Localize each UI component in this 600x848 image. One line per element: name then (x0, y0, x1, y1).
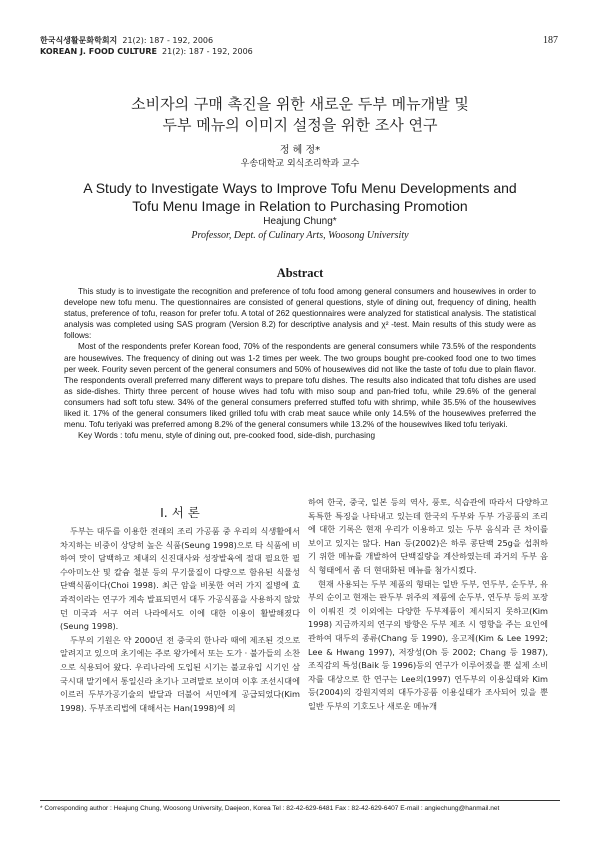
journal-name-ko: 한국식생활문화학회지 (40, 36, 118, 45)
abstract-heading: Abstract (276, 266, 324, 280)
footnote-divider (40, 800, 560, 801)
body-column-right (308, 496, 548, 714)
journal-name-en: KOREAN J. FOOD CULTURE (40, 47, 157, 56)
title-ko-line2: 두부 메뉴의 이미지 설정을 위한 조사 연구 (162, 116, 438, 134)
author-en: Heajung Chung* (263, 216, 337, 227)
corresponding-author-footnote: * Corresponding author : Heajung Chung, Woosong University, Daejeon, Korea Tel : 82-42-629-6481 Fax : 82-42-629-6407 E-mail : angiechung@hanmail.net (40, 805, 500, 812)
intro-paragraph-4: 현재 사용되는 두부 제품의 형태는 일반 두부, 연두부, 순두부, 유부의 순이고 현재는 판두부 위주의 제품에 순두부, 연두부 등의 포장이 이뤄진 것 이외에는 다양한 두부제품이 제시되지 못하고(Kim 1998) 지금까지의 연구의 방향은 두부 제조 시 영향을 주는 요인에 관하여 대두의 종류(Chang 등 1990), 응고제(Kim & Lee 1992; Lee & Hwang 1997), 저장성(Oh 등 2002; Chang 등 1987), 조직감의 특성(Baik 등 1996)등의 연구가 이루어졌을 뿐 실제 소비자를 대상으로 한 연구는 Lee의(1997) 연두부의 이용실태와 Kim 등(2004)의 강원지역의 대두가공품 이용실태가 조사되어 있을 뿐 일반 두부의 기호도나 새로운 메뉴개 (308, 578, 548, 711)
page-number: 187 (543, 35, 558, 46)
journal-volume-ko: 21(2): 187 - 192, 2006 (122, 36, 214, 45)
affiliation-ko: 우송대학교 외식조리학과 교수 (240, 159, 360, 169)
keywords-list: tofu menu, style of dining out, pre-cooked food, side-dish, purchasing (124, 431, 376, 441)
abstract-body (64, 286, 536, 441)
keywords-label: Key Words : (78, 431, 123, 441)
title-en-line2: Tofu Menu Image in Relation to Purchasing Promotion (132, 198, 468, 214)
title-ko-line1: 소비자의 구매 촉진을 위한 새로운 두부 메뉴개발 및 (131, 95, 469, 113)
affiliation-en: Professor, Dept. of Culinary Arts, Woosong University (191, 230, 409, 241)
intro-paragraph-3: 하여 한국, 중국, 일본 등의 역사, 풍토, 식습관에 따라서 다양하고 독특한 특징을 나타내고 있는데 한국의 두부와 두부 가공품의 조리에 대한 기록은 현재 우리가 이용하고 있는 두부 음식과 큰 차이를 보이고 있지는 않다. Han 등(2002)은 하루 콩단백 25g을 섭취하기 위한 메뉴를 개발하여 단백질량을 계산하였는데 과거의 두부 음식 형태에서 좀 더 현대화된 메뉴를 첨가시켰다. (308, 497, 548, 575)
author-ko: 정 혜 정* (279, 145, 321, 156)
intro-paragraph-2: 두부의 기원은 약 2000년 전 중국의 한나라 때에 제조된 것으로 알려지고 있으며 초기에는 주로 왕가에서 또는 도가 · 불가들의 소찬으로 식용되어 왔다. 우리나라에 도입된 시기는 불교유입 시기인 삼국시대 말기에서 통일신라 초기나 고려말로 보이며 이후 조선시대에 이르러 두부가공기술의 발달과 더불어 서민에게 공급되었다(Kim 1998). 두부조리법에 대해서는 Han(1998)에 의 (60, 634, 300, 713)
journal-volume-en: 21(2): 187 - 192, 2006 (162, 47, 253, 56)
abstract-paragraph-1: This study is to investigate the recognition and preference of tofu food among general consumers and housewives in order to develope new tofu menu. The questionnaires are consisted of general questions, style of dining out, frequency of dining, health status, preference of tofu, reason for prefer tofu. A total of 262 questionnaires were analyzed for statistical analysis. The statistical analysis was completed using SAS program (Version 8.2) for descriptive analysis and χ² -test. Main results of this study were as follows: (64, 287, 536, 341)
intro-paragraph-1: 두부는 대두를 이용한 전래의 조리 가공품 중 우리의 식생활에서 차지하는 비중이 상당히 높은 식품(Seung 1998)으로 타 식품에 비하여 맛이 담백하고 체내의 신진대사와 성장발육에 절대 필요한 필수아미노산 및 칼슘 철분 등의 무기물질이 다량으로 함유된 식물성 단백식품이다(Choi 1998). 최근 암을 비롯한 여러 가지 질병에 효과적이라는 연구가 계속 발표되면서 대두 가공식품을 사용하지 않았던 미국과 서구 여러 나라에서도 이에 대한 이용이 활발해졌다(Seung 1998). (60, 526, 300, 632)
journal-header (40, 35, 253, 57)
abstract-paragraph-2: Most of the respondents prefer Korean food, 70% of the respondents are general consumers while 73.5% of the respondents are housewives. The frequency of dining out was 1-2 times per week. The two groups bought pre-cooked food one to two times per week. Fourity seven percent of the general consumers and 50% of housewives did not like the taste of tofu due to plain flavor. The respondents overall preferred many different ways to prepare tofu dishes. The results also indicated that tofu dishes are used as side-dishes. Thirty three percent of house wives had tofu with miso soup and pan-fried tofu, while 29.6% of the general consumers had soft tofu stew. 34% of the general consumers preferred stuffed tofu with shrimp, while 35.5% of the housewives liked it. 17% of the general consumers liked grilled tofu with crab meat sauce while only 14.5% of the housewives preferred the menu. Tofu teriyaki was preferred among 8.2% of the general consumers while 13.2% of the housewives liked tofu teriyaki. (64, 342, 536, 430)
keywords (78, 430, 536, 441)
title-en-line1: A Study to Investigate Ways to Improve Tofu Menu Developments and (83, 180, 517, 196)
section-heading-introduction: I. 서 론 (160, 505, 200, 520)
body-column-left (60, 525, 300, 715)
